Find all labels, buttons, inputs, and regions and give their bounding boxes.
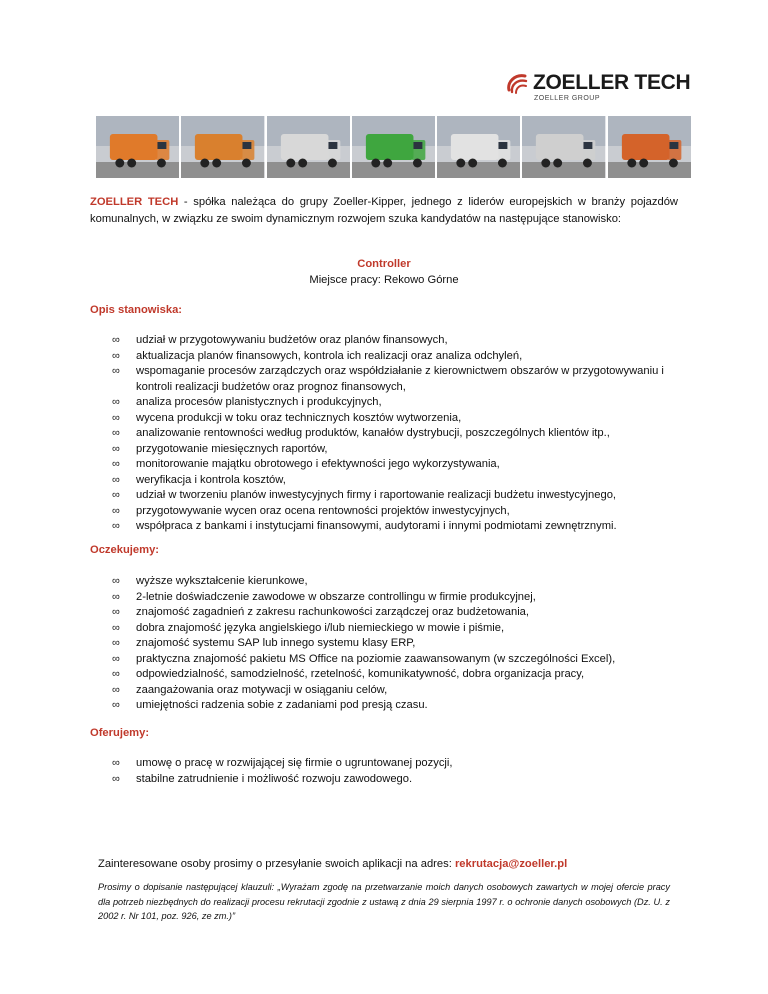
bullet-icon: ∞ [112,442,120,455]
contact-text: Zainteresowane osoby prosimy o przesyłanie swoich aplikacji na adres: [98,858,455,870]
white-garbage-truck-3-photo [522,116,605,178]
green-garbage-truck-photo [352,116,435,178]
company-logo [505,70,691,106]
bullet-icon: ∞ [112,575,120,587]
bullet-icon: ∞ [112,590,120,603]
list-item [112,395,682,411]
logo-title: ZOELLER TECH [533,71,691,94]
list-item [112,473,682,489]
bullet-icon: ∞ [112,757,120,769]
list-item [112,683,682,699]
bullet-icon: ∞ [112,504,120,517]
orange-garbage-truck-2-photo [181,116,264,178]
list-item-text: przygotowywanie wycen oraz ocena rentowności projektów inwestycyjnych, [136,504,510,517]
list-item [112,636,682,652]
list-item-text: monitorowanie majątku obrotowego i efektywności jego wykorzystywania, [136,458,500,470]
bullet-icon: ∞ [112,637,120,649]
list-item [112,590,682,606]
bullet-icon: ∞ [112,427,120,439]
contact-email-link[interactable]: rekrutacja@zoeller.pl [454,858,568,870]
list-item-text: umiejętności radzenia sobie z zadaniami pod presją czasu. [136,699,428,711]
bullet-icon: ∞ [112,411,120,424]
list-item [112,442,682,458]
list-item [112,605,682,621]
list-item [112,574,682,590]
list-item-text: wspomaganie procesów zarządczych oraz współdziałanie z kierownictwem obszarów w przygotowywaniu i kontroli realizacji budżetów oraz prognoz finansowych, [136,365,664,393]
contact-line [98,858,567,870]
list-item-text: 2-letnie doświadczenie zawodowe w obszarze controllingu w firmie produkcyjnej, [136,590,536,603]
list-item-text: znajomość zagadnień z zakresu rachunkowości zarządczej oraz budżetowania, [136,606,530,618]
position-location: Miejsce pracy: Rekowo Górne [309,274,459,286]
list-item-text: stabilne zatrudnienie i możliwość rozwoju zawodowego. [136,772,413,785]
bullet-icon: ∞ [112,396,120,408]
bullet-icon: ∞ [112,683,120,696]
list-item-text: zaangażowania oraz motywacji w osiąganiu celów, [136,683,388,696]
list-item-text: aktualizacja planów finansowych, kontrola ich realizacji oraz analiza odchyleń, [136,349,523,362]
bullet-icon: ∞ [112,458,120,470]
orange-garbage-truck-1-photo [96,116,179,178]
logo-subtitle: ZOELLER GROUP [534,95,601,102]
list-item-text: znajomość systemu SAP lub innego systemu klasy ERP, [136,637,416,649]
list-item [112,667,682,683]
company-name: ZOELLER TECH [90,196,179,208]
gdpr-clause: Prosimy o dopisanie następującej klauzuli: „Wyrażam zgodę na przetwarzanie moich danych osobowych zawartych w mojej ofercie pracy dla potrzeb niezbędnych do realizacji procesu rekrutacji zgodnie z ustawą z dnia 29 sierpnia 1997 r. o ochronie danych osobowych (Dz. U. z 2002 r. Nr 101, poz. 926, ze zm.)” [98,882,670,921]
list-item [112,426,682,442]
section-heading-offer: Oferujemy: [90,727,150,739]
orange-garbage-truck-3-photo [608,116,691,178]
list-item [112,519,682,535]
section-heading-expect: Oczekujemy: [90,544,160,556]
list-item [112,333,682,349]
list-item-text: przygotowanie miesięcznych raportów, [136,442,328,455]
bullet-icon: ∞ [112,699,120,711]
bullet-icon: ∞ [112,520,120,532]
list-item [112,698,682,714]
list-item-text: analiza procesów planistycznych i produkcyjnych, [136,396,382,408]
list-item [112,504,682,520]
list-item [112,364,682,395]
list-item-text: wyższe wykształcenie kierunkowe, [136,575,308,587]
intro-paragraph [90,194,678,228]
offer-list [112,756,682,787]
list-item-text: umowę o pracę w rozwijającej się firmie o ugruntowanej pozycji, [136,757,453,769]
bullet-icon: ∞ [112,606,120,618]
list-item-text: udział w przygotowywaniu budżetów oraz planów finansowych, [136,334,448,346]
bullet-icon: ∞ [112,349,120,362]
list-item-text: analizowanie rentowności według produktów, kanałów dystrybucji, poszczególnych klientów itp., [136,427,610,439]
list-item [112,772,682,788]
position-title: Controller [357,258,411,270]
section-heading-description: Opis stanowiska: [90,304,183,316]
bullet-icon: ∞ [112,489,120,501]
bullet-icon: ∞ [112,772,120,785]
bullet-icon: ∞ [112,365,120,377]
intro-text: - spółka należąca do grupy Zoeller-Kipper, jednego z liderów europejskich w branży pojazdów komunalnych, w związku ze swoim dynamicznym rozwojem szuka kandydatów na następujące stanowisko: [90,196,678,225]
list-item-text: praktyczna znajomość pakietu MS Office na poziomie zaawansowanym (w szczególności Excel), [136,652,616,665]
list-item [112,652,682,668]
list-item [112,621,682,637]
bullet-icon: ∞ [112,473,120,486]
list-item-text: udział w tworzeniu planów inwestycyjnych firmy i raportowanie realizacji budżetu inwestycyjnego, [136,489,617,501]
white-garbage-truck-1-photo [267,116,350,178]
bullet-icon: ∞ [112,621,120,634]
expect-list [112,574,682,714]
list-item [112,488,682,504]
bullet-icon: ∞ [112,652,120,665]
zoeller-swirl-icon [505,72,529,96]
list-item-text: wycena produkcji w toku oraz technicznych kosztów wytworzenia, [136,411,462,424]
list-item [112,756,682,772]
description-list [112,333,682,535]
list-item-text: dobra znajomość języka angielskiego i/lub niemieckiego w mowie i piśmie, [136,621,505,634]
list-item [112,349,682,365]
bullet-icon: ∞ [112,334,120,346]
list-item-text: współpraca z bankami i instytucjami finansowymi, audytorami i innymi podmiotami zewnętrznymi. [136,520,617,532]
truck-photo-banner [96,116,691,178]
list-item-text: weryfikacja i kontrola kosztów, [136,473,286,486]
list-item [112,457,682,473]
bullet-icon: ∞ [112,668,120,680]
list-item-text: odpowiedzialność, samodzielność, rzetelność, komunikatywność, dobra organizacja pracy, [136,668,585,680]
list-item [112,411,682,427]
white-garbage-truck-2-photo [437,116,520,178]
